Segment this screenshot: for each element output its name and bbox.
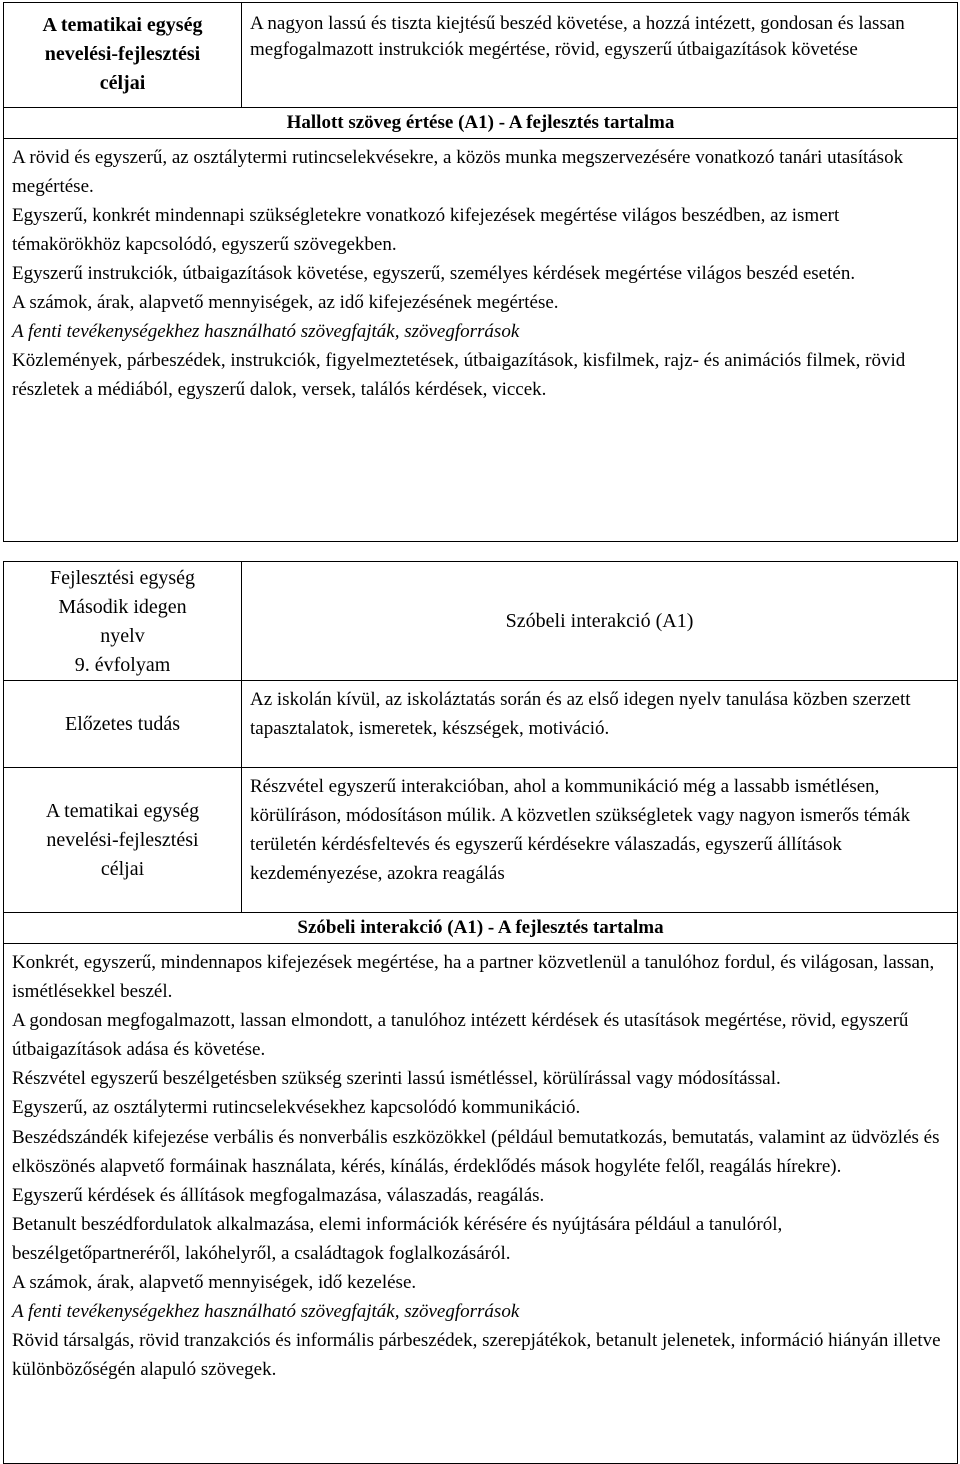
prior-label: Előzetes tudás xyxy=(4,681,242,768)
content-paragraph: A rövid és egyszerű, az osztálytermi rutincselekvésekre, a közös munka megszervezésére vonatkozó tanári utasítások megértése. xyxy=(12,147,904,197)
content-paragraph: Egyszerű, az osztálytermi rutincselekvésekhez kapcsolódó kommunikáció. xyxy=(12,1097,581,1119)
content-paragraph: Beszédszándék kifejezése verbális és nonverbális eszközökkel (például bemutatkozás, bemutatás, valamint az üdvözlés és elköszönés alapvető formáinak használata, kérés, kínálás, érdeklődés mások hogyléte felől, reagálás hírekre). xyxy=(12,1126,940,1177)
text-types: Közlemények, párbeszédek, instrukciók, figyelmeztetések, útbaigazítások, kisfilmek, rajz- és animációs filmek, rövid részletek a médiából, egyszerű dalok, versek, találós kérdések, viccek. xyxy=(12,350,906,400)
content-paragraph: A gondosan megfogalmazott, lassan elmondott, a tanulóhoz intézett kérdések és utasítások megértése, rövid, egyszerű útbaigazítások adása és követése. xyxy=(12,1010,909,1061)
text-types-2: Rövid társalgás, rövid tranzakciós és informális párbeszédek, szerepjátékok, betanult jelenetek, információ hiányán illetve különbözőségén alapuló szövegek. xyxy=(12,1330,941,1381)
content-paragraph: Egyszerű instrukciók, útbaigazítások követése, egyszerű, személyes kérdések megértése világos beszéd esetén. xyxy=(12,263,856,284)
unit-label-cell xyxy=(4,562,242,681)
listening-section-table xyxy=(3,2,958,542)
goals-label-cell-2 xyxy=(4,768,242,913)
goals-label-line3: céljai xyxy=(100,857,145,880)
content-paragraph: Egyszerű, konkrét mindennapi szükségletekre vonatkozó kifejezések megértése világos beszédben, az ismert témakörökhöz kapcsolódó, egyszerű szövegekben. xyxy=(12,205,840,255)
content-paragraph: A számok, árak, alapvető mennyiségek, idő kezelése. xyxy=(12,1272,417,1294)
content-paragraph: Betanult beszédfordulatok alkalmazása, elemi információk kérésére és nyújtására például a tanulóról, beszélgetőpartneréről, lakóhelyről, a családtagok foglalkozásáról. xyxy=(12,1213,783,1264)
goals-label-cell xyxy=(4,3,242,108)
content-header: Hallott szöveg értése (A1) - A fejlesztés tartalma xyxy=(4,108,958,139)
grade: 9. évfolyam xyxy=(74,654,171,676)
language-line2: nyelv xyxy=(100,625,145,647)
text-types-heading-2: A fenti tevékenységekhez használható szövegfajták, szövegforrások xyxy=(12,1301,520,1323)
goals-label-line1: A tematikai egység xyxy=(42,14,203,36)
interaction-section-table xyxy=(3,561,958,1464)
unit-label: Fejlesztési egység xyxy=(50,567,195,589)
content-body-2 xyxy=(4,944,958,1464)
goals-text-2: Részvétel egyszerű interakcióban, ahol a kommunikáció még a lassabb ismétlésen, körülíráson, módosításon múlik. A közvetlen szükségletek vagy nagyon ismerős témák területén kérdésfeltevés és egyszerű kérdésekre válaszadás, egyszerű állítások kezdeményezése, azokra reagálás xyxy=(242,768,958,913)
content-paragraph: Egyszerű kérdések és állítások megfogalmazása, válaszadás, reagálás. xyxy=(12,1184,545,1206)
content-paragraph: Konkrét, egyszerű, mindennapos kifejezések megértése, ha a partner közvetlenül a tanulóhoz fordul, és világosan, lassan, ismétlésekkel beszél. xyxy=(12,952,935,1003)
goals-label-line2: nevelési-fejlesztési xyxy=(46,828,199,851)
text-types-heading: A fenti tevékenységekhez használható szövegfajták, szövegforrások xyxy=(12,321,520,342)
content-paragraph: Részvétel egyszerű beszélgetésben szükség szerinti lassú ismétléssel, körülírással vagy módosítással. xyxy=(12,1068,781,1090)
prior-text: Az iskolán kívül, az iskoláztatás során és az első idegen nyelv tanulása közben szerzett tapasztalatok, ismeretek, készségek, motiváció. xyxy=(242,681,958,768)
content-body xyxy=(4,139,958,542)
content-paragraph: A számok, árak, alapvető mennyiségek, az idő kifejezésének megértése. xyxy=(12,292,559,313)
goals-text: A nagyon lassú és tiszta kiejtésű beszéd követése, a hozzá intézett, gondosan és lassan megfogalmazott instrukciók megértése, rövid, egyszerű útbaigazítások követése xyxy=(242,3,958,108)
goals-label-line1: A tematikai egység xyxy=(45,799,200,822)
content-header-2: Szóbeli interakció (A1) - A fejlesztés tartalma xyxy=(4,913,958,944)
language-line1: Második idegen xyxy=(58,596,187,618)
unit-title: Szóbeli interakció (A1) xyxy=(242,562,958,681)
goals-label-line3: céljai xyxy=(99,72,146,94)
goals-label-line2: nevelési-fejlesztési xyxy=(44,43,201,65)
